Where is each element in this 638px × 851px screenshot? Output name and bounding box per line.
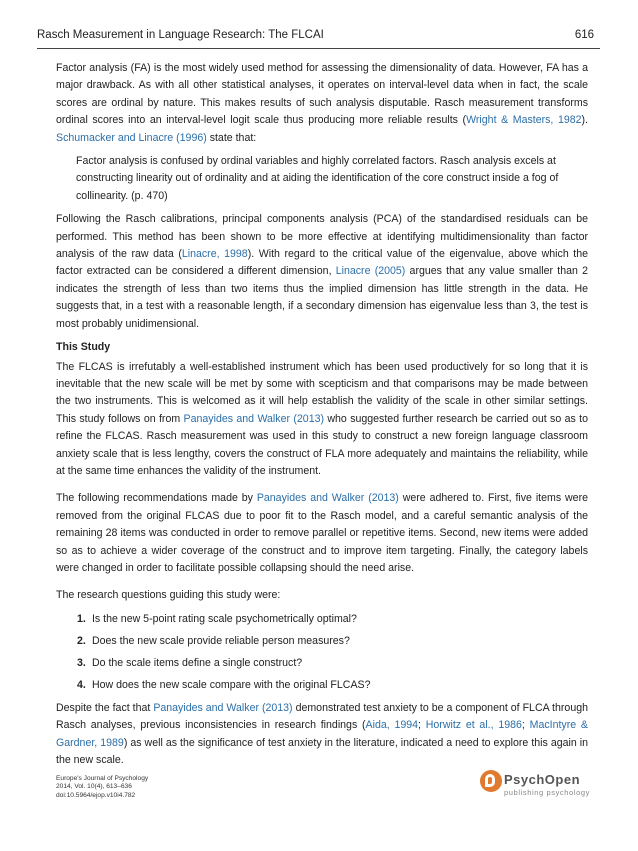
page-number: 616 (574, 29, 594, 41)
running-title: Rasch Measurement in Language Research: The FLCAI (37, 29, 324, 41)
citation-link[interactable]: Panayides and Walker (2013) (183, 412, 325, 425)
citation-link[interactable]: Aida, 1994 (365, 719, 419, 732)
citation-link[interactable]: Linacre, 1998 (181, 248, 248, 261)
list-item: 2. Does the new scale provide reliable person measures? (77, 634, 350, 647)
header-rule (37, 48, 600, 49)
psychopen-logo-icon (480, 770, 502, 792)
citation-link[interactable]: Linacre (2005) (335, 265, 406, 278)
journal-name: Europe's Journal of Psychology (56, 775, 149, 782)
citation-link[interactable]: Schumacker and Linacre (1996) (56, 131, 207, 144)
research-questions-list (56, 611, 588, 694)
section-heading: This Study (56, 341, 111, 354)
logo-tagline: publishing psychology (504, 788, 590, 797)
paragraph-this-study: The FLCAS is irrefutably a well-established instrument which has been used productively for so long that it is inevitable that the new scale will be met by some with scepticism and that comparisons may be made between the two instruments. This is welcomed as it will help establish the validity of the scale in other similar settings. This study follows on from Panayides and Walker (2013) who suggested further research be carried out so as to refine the FLCAS. Rasch measurement was used in this study to construct a new foreign language classroom anxiety scale that is less lengthy, covers the construct of FLA more adequately and maintains the reliability, while at the same time enhances the validity of the instrument. (56, 360, 588, 477)
page-footer (56, 775, 148, 800)
journal-volume: 2014, Vol. 10(4), 613–636 (56, 783, 132, 791)
page-header (37, 27, 600, 45)
article-body (56, 60, 588, 776)
list-item: 1. Is the new 5-point rating scale psychometrically optimal? (77, 612, 357, 625)
citation-link[interactable]: MacIntyre & Gardner, 1989 (56, 719, 588, 749)
block-quote: Factor analysis is confused by ordinal variables and highly correlated factors. Rasch analysis excels at constructing linearity out of ordinality and at aiding the identification of the core construct inside a fog of collinearity. (p. 470) (76, 155, 559, 202)
doi[interactable]: doi:10.5964/ejop.v10i4.782 (56, 791, 136, 799)
paragraph-pca: Following the Rasch calibrations, principal components analysis (PCA) of the standardised residuals can be performed. This method has been shown to be more effective at identifying multidimensionality than factor analysis of the raw data (Linacre, 1998). With regard to the critical value of the eigenvalue, above which the factor extracted can be considered a different dimension, Linacre (2005) argues that any value smaller than 2 indicates the strength of less than two items thus the implied dimension has little strength in the data. He suggests that, in a test with a reasonable length, if a secondary dimension has eigenvalue less than 3, the test is most probably unidimensional. (56, 213, 589, 330)
citation-link[interactable]: Panayides and Walker (2013) (256, 492, 399, 505)
citation-link[interactable]: Panayides and Walker (2013) (153, 701, 293, 714)
paragraph-recommendations: The following recommendations made by Panayides and Walker (2013) were adhered to. First, five items were removed from the original FLCAS due to poor fit to the Rasch model, and a careful semantic analysis of the remaining 28 items was conducted in order to remove parallel or repetitive items. Second, new items were added so as to achieve a wider coverage of the construct and to improve item targeting. Finally, the category labels were changed in order to facilitate possible collapsing should the need arise. (56, 492, 588, 574)
citation-link[interactable]: Horwitz et al., 1986 (425, 719, 522, 732)
list-item: 3. Do the scale items define a single construct? (77, 656, 303, 669)
paragraph-test-anxiety: Despite the fact that Panayides and Walker (2013) demonstrated test anxiety to be a component of FLCA through Rasch analyses, previous inconsistencies in research findings (Aida, 1994; Horwitz et al., 1986; MacIntyre & Gardner, 1989) as well as the significance of test anxiety in the literature, indicated a need to explore this again in the new scale. (56, 701, 588, 767)
paragraph-research-questions: The research questions guiding this study were: (56, 589, 281, 602)
paragraph-factor-analysis: Factor analysis (FA) is the most widely used method for assessing the dimensionality of data. However, FA has a major drawback. As with all other statistical analyses, it operates on interval-level data when in fact, the scale scores are ordinal by nature. This makes results of such analysis disputable. Rasch measurement transforms ordinal scores into an interval-level logit scale thus producing more reliable results (Wright & Masters, 1982). Schumacker and Linacre (1996) state that: (56, 62, 588, 144)
citation-link[interactable]: Wright & Masters, 1982 (466, 114, 582, 127)
list-item: 4. How does the new scale compare with the original FLCAS? (77, 678, 371, 691)
psychopen-logo (480, 770, 590, 800)
logo-brand: PsychOpen (504, 772, 581, 787)
